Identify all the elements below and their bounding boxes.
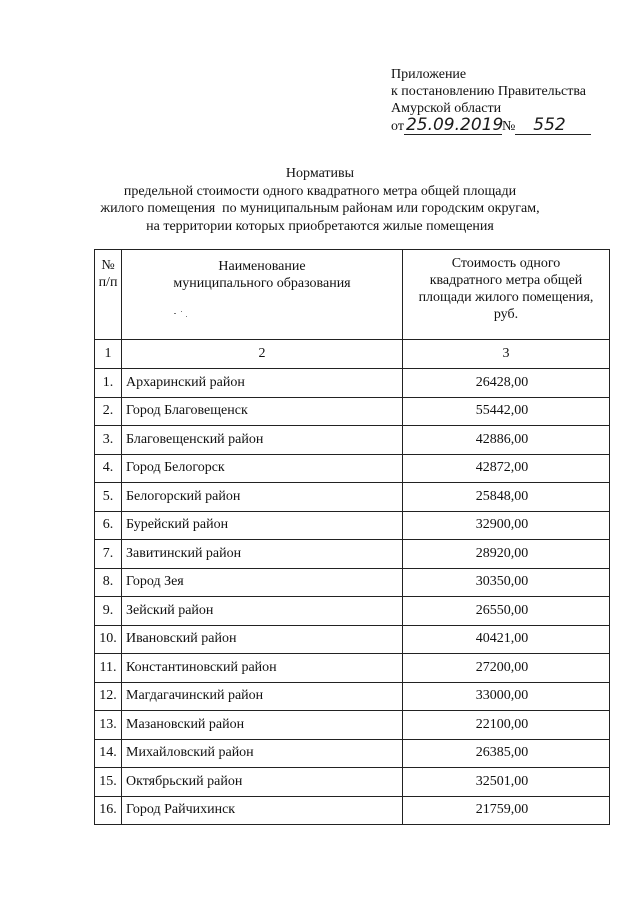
cost-per-sqm: 32501,00 [403,768,610,797]
column-index: 2 [122,340,403,369]
municipality-name: Город Райчихинск [122,796,403,825]
header-cost [403,250,610,340]
cost-per-sqm: 42872,00 [403,454,610,483]
row-number: 13. [95,711,122,740]
table-row [95,511,610,540]
table-row [95,796,610,825]
municipality-name: Мазановский район [122,711,403,740]
municipality-name: Город Благовещенск [122,397,403,426]
header-cost-line: квадратного метра общей [429,273,583,288]
table-header-row [95,250,610,340]
table-row [95,568,610,597]
title-line-2: предельной стоимости одного квадратного метра общей площади [123,183,517,199]
column-index: 1 [95,340,122,369]
table-row [95,597,610,626]
row-number: 16. [95,796,122,825]
cost-per-sqm: 22100,00 [403,711,610,740]
row-number: 12. [95,682,122,711]
row-number: 9. [95,597,122,626]
municipality-name: Город Белогорск [122,454,403,483]
table-row [95,397,610,426]
cost-per-sqm: 42886,00 [403,426,610,455]
row-number: 8. [95,568,122,597]
column-index-row [95,340,610,369]
cost-per-sqm: 33000,00 [403,682,610,711]
row-number: 4. [95,454,122,483]
cost-per-sqm: 25848,00 [403,483,610,512]
header-name [122,250,403,340]
table-row [95,540,610,569]
norms-table [94,249,610,825]
document-title [0,165,640,235]
title-line-3: жилого помещения по муниципальным районам или городским округам, [100,201,540,216]
municipality-name: Белогорский район [122,483,403,512]
table-row [95,768,610,797]
annex-date-number-row [391,117,591,135]
scan-speck [181,311,182,312]
row-number: 7. [95,540,122,569]
header-number-line: п/п [98,275,118,290]
row-number: 15. [95,768,122,797]
municipality-name: Зейский район [122,597,403,626]
municipality-name: Константиновский район [122,654,403,683]
header-cost-line: руб. [493,307,519,322]
municipality-name: Завитинский район [122,540,403,569]
column-index: 3 [403,340,610,369]
municipality-name: Михайловский район [122,739,403,768]
municipality-name: Благовещенский район [122,426,403,455]
municipality-name: Октябрьский район [122,768,403,797]
row-number: 2. [95,397,122,426]
cost-per-sqm: 40421,00 [403,625,610,654]
table-row [95,625,610,654]
cost-per-sqm: 26550,00 [403,597,610,626]
municipality-name: Бурейский район [122,511,403,540]
table-row [95,369,610,398]
cost-per-sqm: 32900,00 [403,511,610,540]
row-number: 14. [95,739,122,768]
cost-per-sqm: 26385,00 [403,739,610,768]
header-cost-line: площади жилого помещения, [418,290,594,305]
table-row [95,483,610,512]
cost-per-sqm: 55442,00 [403,397,610,426]
annex-block [391,66,591,135]
header-name-line: Наименование [218,259,306,274]
table-row [95,426,610,455]
annex-title: Приложение [391,67,467,82]
number-label: № [501,119,516,134]
title-heading: Нормативы [285,166,355,181]
municipality-name: Архаринский район [122,369,403,398]
row-number: 10. [95,625,122,654]
table-row [95,682,610,711]
table-row [95,454,610,483]
handwritten-date: 25.09.2019 [405,115,504,135]
row-number: 11. [95,654,122,683]
from-label: от [391,119,404,134]
row-number: 3. [95,426,122,455]
row-number: 6. [95,511,122,540]
row-number: 5. [95,483,122,512]
scan-speck [186,316,187,317]
municipality-name: Ивановский район [122,625,403,654]
handwritten-number: 552 [515,117,591,135]
header-name-line: муниципального образования [173,276,351,291]
annex-region: Амурской области [391,101,502,116]
header-number [95,250,122,340]
cost-per-sqm: 26428,00 [403,369,610,398]
cost-per-sqm: 27200,00 [403,654,610,683]
table-row [95,739,610,768]
cost-per-sqm: 21759,00 [403,796,610,825]
scan-speck [174,313,176,314]
table-row [95,711,610,740]
row-number: 1. [95,369,122,398]
title-line-4: на территории которых приобретаются жилые помещения [146,218,494,234]
cost-per-sqm: 30350,00 [403,568,610,597]
municipality-name: Магдагачинский район [122,682,403,711]
municipality-name: Город Зея [122,568,403,597]
table-row [95,654,610,683]
cost-per-sqm: 28920,00 [403,540,610,569]
annex-resolution-ref: к постановлению Правительства [391,84,587,99]
header-cost-line: Стоимость одного [451,256,561,271]
header-number-line: № [101,258,115,273]
